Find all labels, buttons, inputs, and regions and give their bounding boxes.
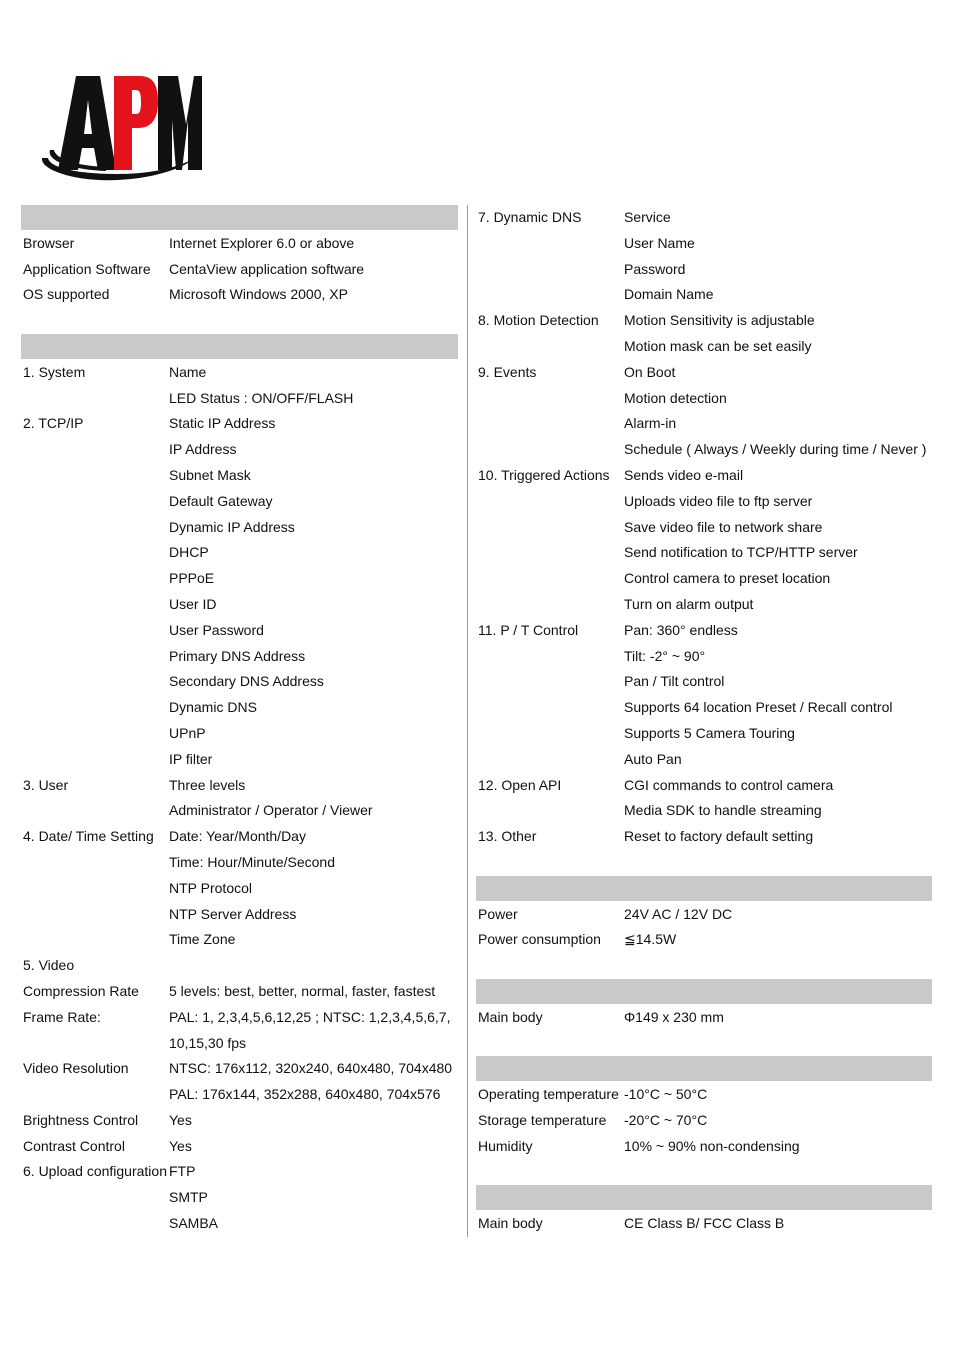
spec-label: Humidity bbox=[478, 1137, 533, 1154]
spec-row bbox=[21, 360, 458, 386]
spec-row bbox=[476, 566, 932, 592]
spec-row bbox=[21, 411, 458, 437]
spec-row bbox=[21, 257, 458, 283]
spec-row bbox=[476, 824, 932, 850]
spec-label: 12. Open API bbox=[478, 776, 562, 793]
spacer-row bbox=[476, 953, 932, 979]
spec-value: IP Address bbox=[169, 441, 237, 458]
section-header-bar bbox=[476, 979, 932, 1005]
spec-row bbox=[476, 902, 932, 928]
spec-value: Primary DNS Address bbox=[169, 647, 306, 664]
spec-value: Supports 5 Camera Touring bbox=[624, 724, 795, 741]
spec-row bbox=[21, 876, 458, 902]
spacer-row bbox=[21, 308, 458, 334]
spec-value: Date: Year/Month/Day bbox=[169, 828, 306, 845]
spec-value: Sends video e-mail bbox=[624, 466, 744, 483]
spec-row bbox=[476, 489, 932, 515]
spec-row bbox=[21, 566, 458, 592]
section-header-fill bbox=[476, 1185, 932, 1210]
spec-label: Storage temperature bbox=[478, 1111, 607, 1128]
spec-row bbox=[476, 747, 932, 773]
section-header-fill bbox=[21, 334, 458, 359]
section-header-fill bbox=[476, 1056, 932, 1081]
spec-row bbox=[476, 1005, 932, 1031]
spec-row bbox=[21, 695, 458, 721]
spec-value: Schedule ( Always / Weekly during time / Never ) bbox=[624, 441, 927, 458]
spec-row bbox=[476, 927, 932, 953]
spec-row bbox=[476, 360, 932, 386]
spec-label: 10. Triggered Actions bbox=[478, 466, 610, 483]
spec-row bbox=[21, 386, 458, 412]
spec-label: Main body bbox=[478, 1215, 543, 1232]
section-header-fill bbox=[476, 876, 932, 901]
spec-value: On Boot bbox=[624, 363, 676, 380]
spec-row bbox=[476, 695, 932, 721]
section-header-bar bbox=[476, 1185, 932, 1211]
spacer-row bbox=[476, 1031, 932, 1057]
spec-row bbox=[476, 1108, 932, 1134]
spec-row bbox=[21, 669, 458, 695]
spec-label: 8. Motion Detection bbox=[478, 312, 599, 329]
spec-label: 13. Other bbox=[478, 828, 537, 845]
spec-value: Yes bbox=[169, 1137, 192, 1154]
spec-label: Video Resolution bbox=[23, 1060, 129, 1077]
spec-value: Supports 64 location Preset / Recall control bbox=[624, 699, 893, 716]
spec-value: ≦14.5W bbox=[624, 931, 677, 948]
spec-label: Operating temperature bbox=[478, 1086, 619, 1103]
spec-row bbox=[476, 437, 932, 463]
spec-value: Secondary DNS Address bbox=[169, 673, 324, 690]
spacer-row bbox=[476, 1159, 932, 1185]
spec-value: 10,15,30 fps bbox=[169, 1034, 247, 1051]
spec-value: Domain Name bbox=[624, 286, 714, 303]
spec-row bbox=[21, 540, 458, 566]
spec-label: Power consumption bbox=[478, 931, 601, 948]
spec-value: PAL: 176x144, 352x288, 640x480, 704x576 bbox=[169, 1086, 441, 1103]
spacer-row bbox=[476, 850, 932, 876]
spec-value: Turn on alarm output bbox=[624, 595, 754, 612]
spec-label: 6. Upload configuration bbox=[23, 1163, 167, 1180]
section-header-fill bbox=[21, 205, 458, 230]
spec-value: SMTP bbox=[169, 1189, 208, 1206]
spec-value: PAL: 1, 2,3,4,5,6,12,25 ; NTSC: 1,2,3,4,5,6,7, bbox=[169, 1008, 451, 1025]
spec-value: Three levels bbox=[169, 776, 246, 793]
spec-value: Φ149 x 230 mm bbox=[624, 1008, 724, 1025]
spec-value: SAMBA bbox=[169, 1215, 219, 1232]
spec-value: Alarm-in bbox=[624, 415, 677, 432]
spec-value: 10% ~ 90% non-condensing bbox=[624, 1137, 800, 1154]
spec-row bbox=[21, 850, 458, 876]
spec-value: Motion mask can be set easily bbox=[624, 337, 812, 354]
spec-row bbox=[476, 231, 932, 257]
spec-value: -20°C ~ 70°C bbox=[624, 1111, 708, 1128]
spec-row bbox=[476, 205, 932, 231]
section-header-fill bbox=[476, 979, 932, 1004]
spec-value: Default Gateway bbox=[169, 492, 273, 509]
spec-row bbox=[21, 463, 458, 489]
spec-value: Time: Hour/Minute/Second bbox=[169, 853, 335, 870]
spec-row bbox=[476, 540, 932, 566]
spec-value: User Name bbox=[624, 234, 695, 251]
spec-label: Contrast Control bbox=[23, 1137, 125, 1154]
spec-value: -10°C ~ 50°C bbox=[624, 1086, 708, 1103]
spec-row bbox=[21, 747, 458, 773]
spec-value: Time Zone bbox=[169, 931, 236, 948]
spec-row bbox=[476, 721, 932, 747]
spec-value: User ID bbox=[169, 595, 217, 612]
spec-row bbox=[476, 308, 932, 334]
spec-value: FTP bbox=[169, 1163, 196, 1180]
spec-value: Send notification to TCP/HTTP server bbox=[624, 544, 858, 561]
spec-label: 1. System bbox=[23, 363, 86, 380]
spec-value: NTP Protocol bbox=[169, 879, 252, 896]
section-header-bar bbox=[476, 1056, 932, 1082]
spec-row bbox=[21, 927, 458, 953]
spec-value: User Password bbox=[169, 621, 264, 638]
spec-label: 3. User bbox=[23, 776, 69, 793]
spec-value: LED Status : ON/OFF/FLASH bbox=[169, 389, 354, 406]
spec-row bbox=[21, 1005, 458, 1031]
spec-row bbox=[476, 592, 932, 618]
logo-letter-p bbox=[114, 76, 158, 170]
spec-value: Service bbox=[624, 209, 671, 225]
spec-label: 9. Events bbox=[478, 363, 537, 380]
spec-row bbox=[21, 773, 458, 799]
spec-value: Administrator / Operator / Viewer bbox=[169, 802, 373, 819]
spec-label: 4. Date/ Time Setting bbox=[23, 828, 154, 845]
spec-row bbox=[476, 1134, 932, 1160]
spec-value: Dynamic IP Address bbox=[169, 518, 295, 535]
spec-row bbox=[21, 953, 458, 979]
spec-row bbox=[21, 1082, 458, 1108]
spec-value: Name bbox=[169, 363, 207, 380]
spec-value: Save video file to network share bbox=[624, 518, 823, 535]
spec-label: Power bbox=[478, 905, 518, 922]
spec-label: Brightness Control bbox=[23, 1111, 139, 1128]
spec-row bbox=[21, 979, 458, 1005]
spec-row bbox=[21, 1134, 458, 1160]
section-header-bar bbox=[476, 876, 932, 902]
section-header-bar bbox=[21, 205, 458, 231]
spec-value: Microsoft Windows 2000, XP bbox=[169, 286, 348, 303]
spec-row bbox=[476, 1211, 932, 1237]
spec-row bbox=[21, 1108, 458, 1134]
spec-value: 24V AC / 12V DC bbox=[624, 905, 733, 922]
spec-value: Dynamic DNS bbox=[169, 699, 257, 716]
spec-row bbox=[21, 644, 458, 670]
spec-row bbox=[476, 463, 932, 489]
spec-row bbox=[476, 257, 932, 283]
logo-letter-a bbox=[58, 76, 116, 170]
spec-row bbox=[21, 231, 458, 257]
spec-label: 2. TCP/IP bbox=[23, 415, 84, 432]
spec-label: OS supported bbox=[23, 286, 110, 303]
spec-label: Frame Rate: bbox=[23, 1008, 101, 1025]
spec-value: Pan / Tilt control bbox=[624, 673, 725, 690]
spec-row bbox=[476, 386, 932, 412]
spec-column-right bbox=[476, 205, 932, 1237]
spec-row bbox=[21, 1031, 458, 1057]
spec-value: PPPoE bbox=[169, 570, 215, 587]
spec-value: IP filter bbox=[169, 750, 213, 767]
spec-row bbox=[476, 669, 932, 695]
spec-row bbox=[476, 798, 932, 824]
spec-row bbox=[476, 515, 932, 541]
logo-letter-m bbox=[158, 76, 202, 170]
spec-row bbox=[21, 1185, 458, 1211]
spec-value: Reset to factory default setting bbox=[624, 828, 814, 845]
spec-row bbox=[21, 902, 458, 928]
spec-row bbox=[21, 1211, 458, 1237]
spec-label: Application Software bbox=[23, 260, 151, 277]
spec-row bbox=[476, 282, 932, 308]
spec-value: Pan: 360° endless bbox=[624, 621, 738, 638]
spec-row bbox=[476, 618, 932, 644]
section-header-bar bbox=[21, 334, 458, 360]
spec-row bbox=[21, 798, 458, 824]
spec-value: 5 levels: best, better, normal, faster, fastest bbox=[169, 982, 436, 999]
spec-row bbox=[21, 437, 458, 463]
spec-value: Yes bbox=[169, 1111, 192, 1128]
spec-value: Media SDK to handle streaming bbox=[624, 802, 822, 819]
spec-value: UPnP bbox=[169, 724, 206, 741]
spec-label: Browser bbox=[23, 234, 75, 251]
spec-value: Tilt: -2° ~ 90° bbox=[624, 647, 706, 664]
spec-value: Motion Sensitivity is adjustable bbox=[624, 312, 815, 329]
spec-label: 11. P / T Control bbox=[478, 621, 579, 638]
spec-label: Compression Rate bbox=[23, 982, 139, 999]
spec-value: NTP Server Address bbox=[169, 905, 297, 922]
spec-value: Password bbox=[624, 260, 686, 277]
spec-value: Static IP Address bbox=[169, 415, 276, 432]
spec-row bbox=[21, 592, 458, 618]
spec-value: Subnet Mask bbox=[169, 466, 251, 483]
spec-row bbox=[476, 334, 932, 360]
spec-label: Main body bbox=[478, 1008, 543, 1025]
spec-value: Internet Explorer 6.0 or above bbox=[169, 234, 355, 251]
spec-value: Auto Pan bbox=[624, 750, 682, 767]
spec-value: CentaView application software bbox=[169, 260, 365, 277]
spec-value: Control camera to preset location bbox=[624, 570, 831, 587]
spec-row bbox=[21, 721, 458, 747]
column-divider bbox=[467, 205, 468, 1237]
spec-row bbox=[21, 1159, 458, 1185]
spec-row bbox=[476, 411, 932, 437]
spec-row bbox=[476, 1082, 932, 1108]
spec-value: DHCP bbox=[169, 544, 209, 561]
spec-value: CE Class B/ FCC Class B bbox=[624, 1215, 785, 1232]
spec-label: 7. Dynamic DNS bbox=[478, 209, 582, 225]
spec-row bbox=[21, 824, 458, 850]
spec-label: 5. Video bbox=[23, 957, 75, 974]
spec-row bbox=[476, 644, 932, 670]
spec-row bbox=[21, 489, 458, 515]
spec-row bbox=[21, 618, 458, 644]
spec-row bbox=[21, 282, 458, 308]
spec-value: CGI commands to control camera bbox=[624, 776, 834, 793]
spec-row bbox=[21, 515, 458, 541]
spec-value: Uploads video file to ftp server bbox=[624, 492, 813, 509]
spec-row bbox=[476, 773, 932, 799]
spec-value: NTSC: 176x112, 320x240, 640x480, 704x480 bbox=[169, 1060, 453, 1077]
spec-row bbox=[21, 1056, 458, 1082]
apm-logo bbox=[36, 70, 206, 185]
spec-value: Motion detection bbox=[624, 389, 727, 406]
spec-column-left bbox=[21, 205, 458, 1237]
